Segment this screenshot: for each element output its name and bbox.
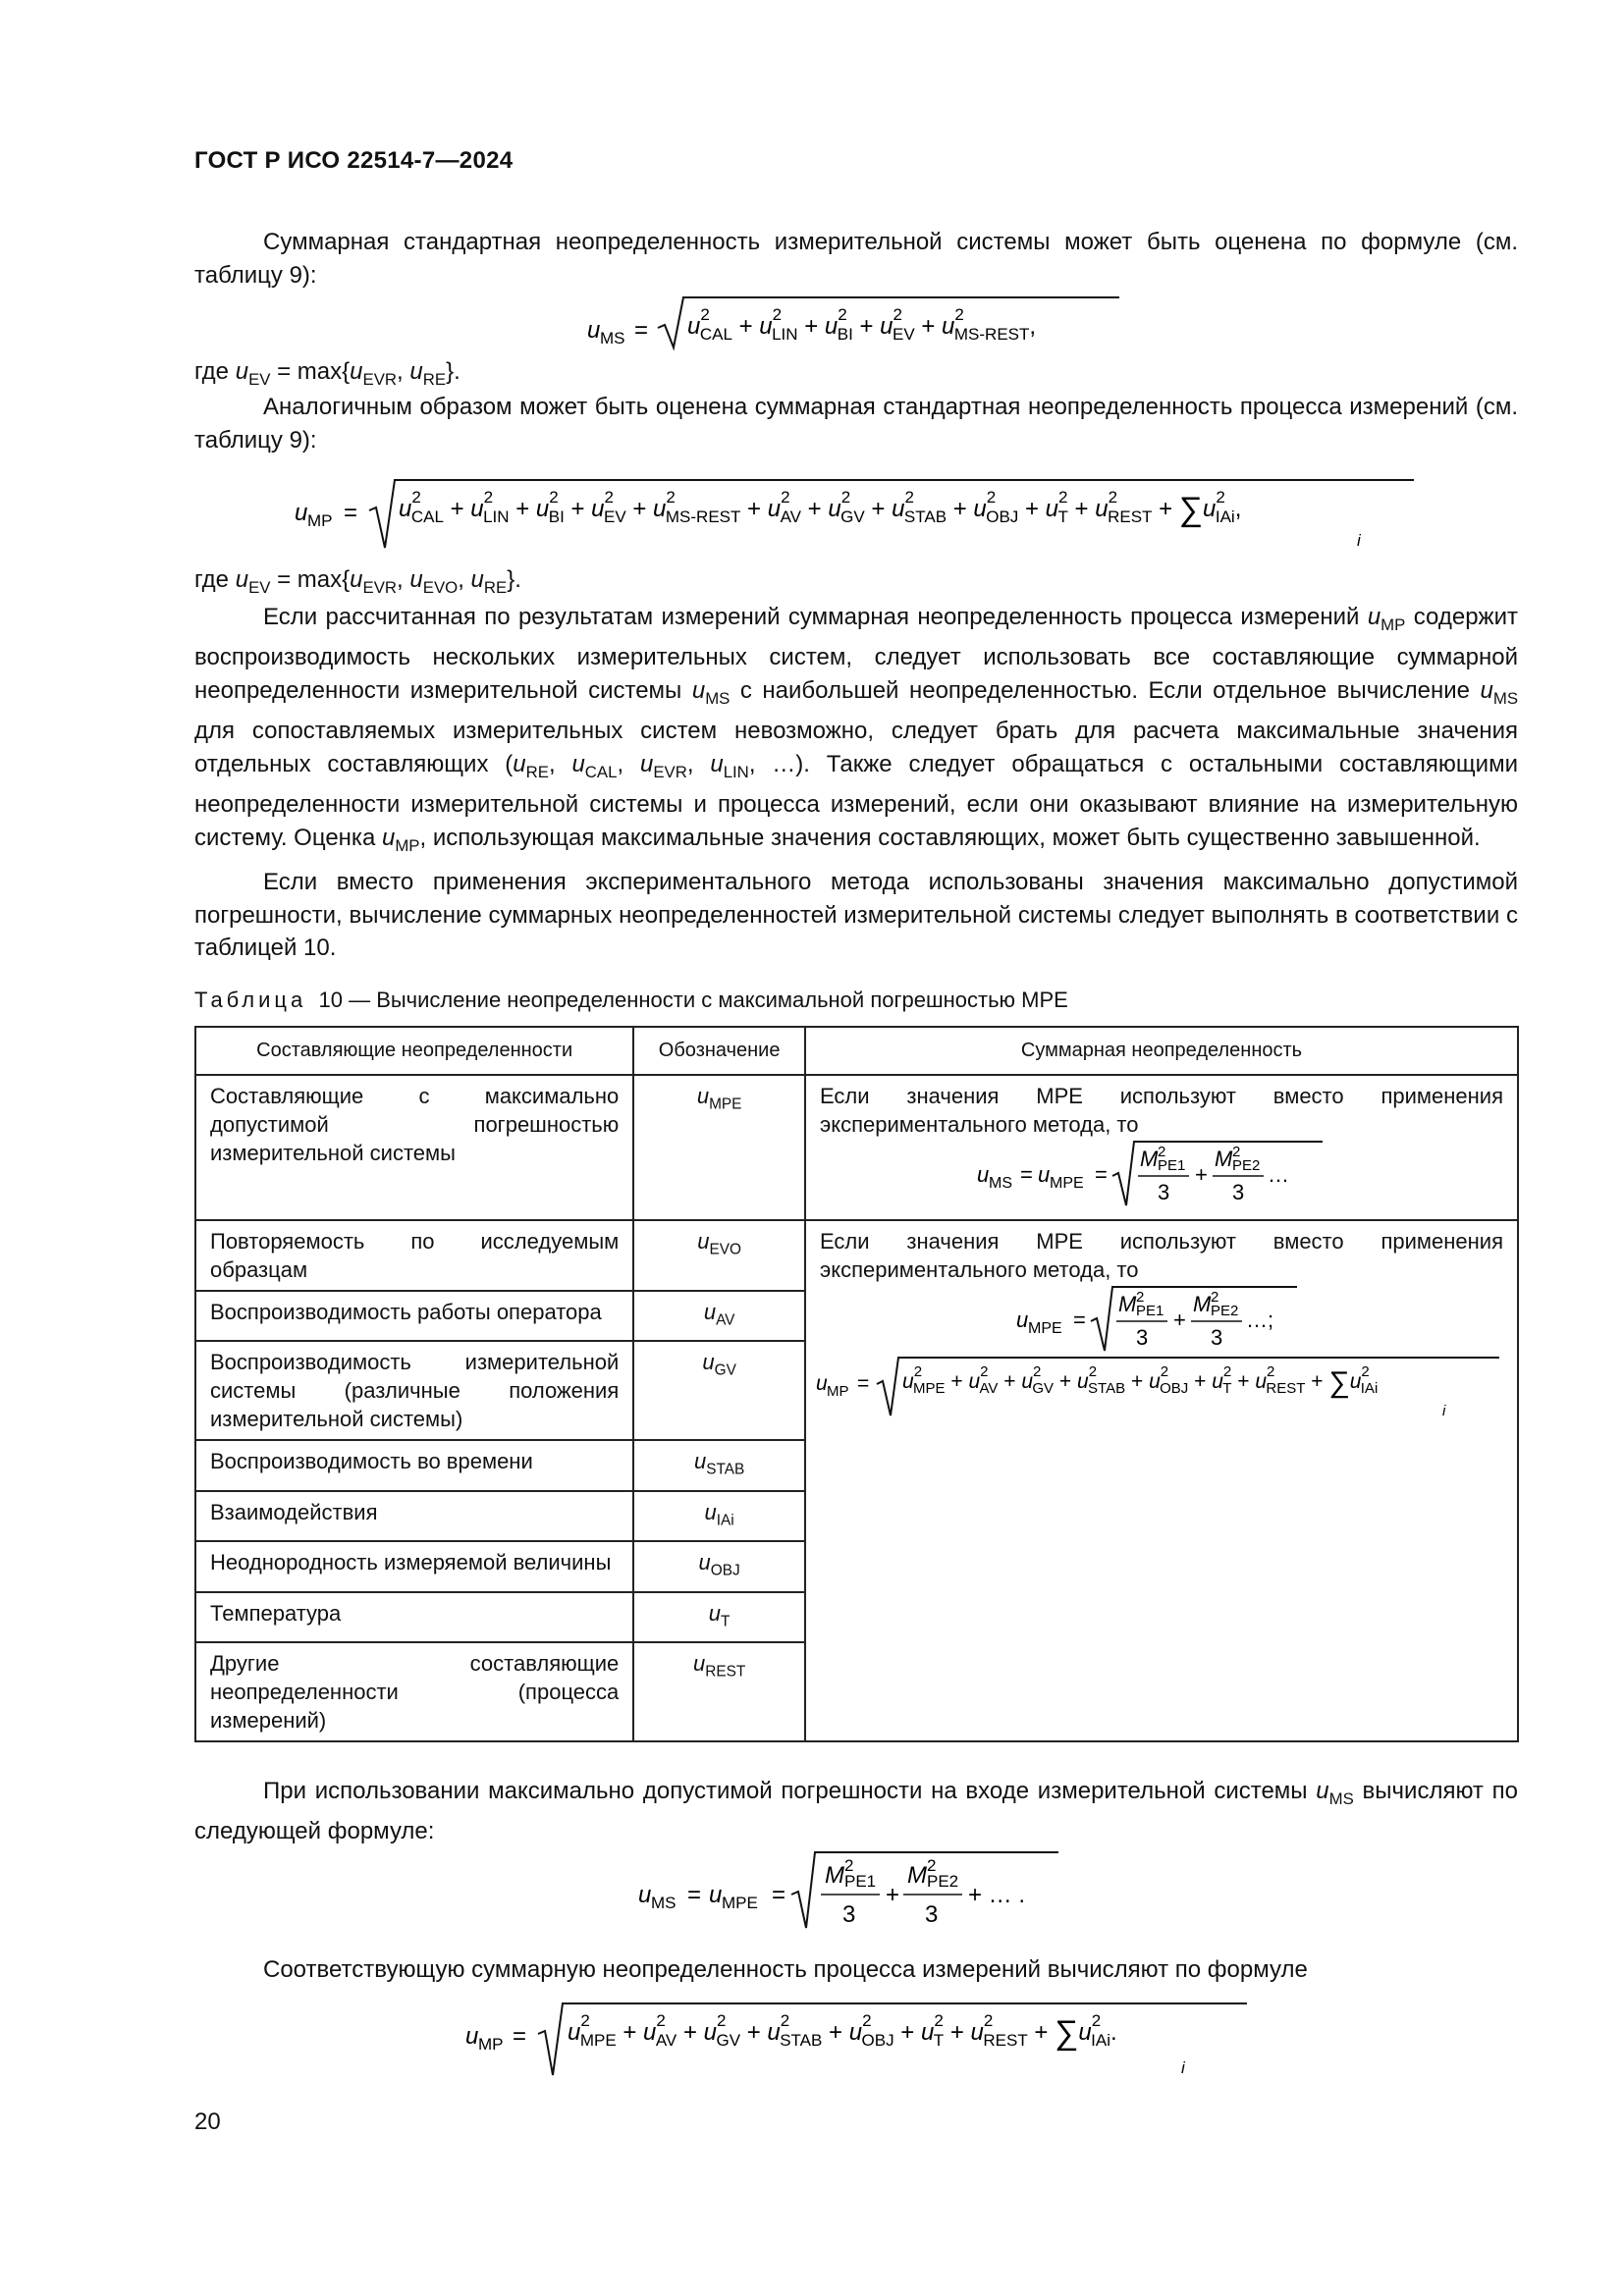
symbol-cell: $u_{REST}$: [633, 1642, 805, 1741]
svg-text:+: +: [1195, 1162, 1208, 1187]
svg-text:=: =: [1020, 1162, 1033, 1187]
svg-text:i: i: [1181, 2058, 1185, 2077]
svg-text:+ … .: + … .: [968, 1882, 1026, 1908]
equation-u-ms-mpe: [638, 1849, 1090, 1934]
svg-text:u: u: [1038, 1162, 1051, 1187]
component-cell: Составляющие с максимально допустимой погрешностью измерительной системы: [195, 1075, 633, 1220]
svg-text:…: …: [1268, 1162, 1289, 1187]
where-clause-1: где $u_{EV} = \max\{u_{EVR}$, $u_{RE}$}.: [194, 358, 460, 389]
paragraph-2: Аналогичным образом может быть оценена суммарная стандартная неопределенность процесса измерений (см. таблицу 9):: [194, 394, 1518, 454]
svg-text:=: =: [1095, 1162, 1108, 1187]
svg-text:MP: MP: [478, 2035, 504, 2054]
svg-text:2: 2: [1158, 1144, 1166, 1160]
paragraph-3: Если рассчитанная по результатам измерений суммарная неопределенность процесса измерений $u_{MP}$ содержит воспроизводимость нескольких измерительных систем, следует использовать все составляющие суммарной неопределенности измерительной системы $u_{MS}$ с наибольшей неопределенностью. Если отдельное вычисление $u_{MS}$ для сопоставляемых измерительных систем невозможно, следует брать для расчета максимальные значения отдельных составляющих ($u_{RE}$, $u_{CAL}$, $u_{EVR}$, $u_{LIN}$, …). Также следует обращаться с остальными составляющими неопределенности измерительной системы и процесса измерений, если они оказывают влияние на измерительную систему. Оценка $u_{MP}$, использующая максимальные значения составляющих, может быть существенно завышенной.: [194, 604, 1519, 855]
component-cell: Воспроизводимость измерительной системы (различные положения измерительной системы): [195, 1341, 633, 1440]
paragraph-1: Суммарная стандартная неопределенность измерительной системы может быть оценена по формуле (см. таблицу 9):: [194, 229, 1518, 289]
svg-text:=: =: [772, 1882, 786, 1908]
symbol-cell: $u_{IAi}$: [633, 1491, 805, 1541]
svg-text:PE1: PE1: [844, 1872, 877, 1891]
svg-text:=: =: [344, 500, 358, 526]
svg-text:3: 3: [1211, 1325, 1223, 1350]
svg-text:MS: MS: [651, 1894, 677, 1912]
svg-text:MP: MP: [307, 511, 333, 530]
formula-mpe-table: [1016, 1284, 1350, 1355]
svg-text:3: 3: [925, 1901, 939, 1928]
component-cell: Температура: [195, 1592, 633, 1642]
combined-text-1: Если значения МРЕ используют вместо применения экспериментального метода, то: [820, 1084, 1503, 1137]
svg-text:u: u: [709, 1882, 723, 1908]
svg-text:=: =: [1073, 1308, 1086, 1332]
svg-text:u: u: [295, 500, 308, 526]
component-cell: Воспроизводимость работы оператора: [195, 1291, 633, 1341]
table-caption: Таблица 10 — Вычисление неопределенности с максимальной погрешностью МРЕ: [194, 988, 1068, 1012]
table-10: [194, 1026, 1519, 1742]
svg-text:u: u: [638, 1882, 652, 1908]
svg-text:M: M: [1193, 1292, 1212, 1316]
svg-text:u: u: [977, 1162, 990, 1187]
paragraph-6: Соответствующую суммарную неопределенность процесса измерений вычисляют по формуле: [263, 1956, 1308, 1983]
component-cell: Взаимодействия: [195, 1491, 633, 1541]
svg-text:u: u: [816, 1372, 828, 1395]
svg-text:MPE: MPE: [1028, 1320, 1062, 1337]
svg-text:M: M: [1118, 1292, 1137, 1316]
svg-text:M: M: [1140, 1147, 1159, 1171]
svg-text:PE1: PE1: [1136, 1303, 1164, 1319]
component-cell: Неоднородность измеряемой величины: [195, 1541, 633, 1591]
svg-text:u2CAL + u2LIN + u2BI + u2EV +: $u^2$ CAL + $u^2$ LIN + $u^2$ BI + $u^2$ EV + $u^2$ MS-REST + $u^2$ AV + $u^2$ GV + $u^2$ STAB + $u^2$ OBJ + $u^2$ $T + u^2$ REST + $\sum u^2$ IAi,: [399, 488, 1242, 528]
equation-u-ms: [579, 293, 1129, 353]
table-header-row: [195, 1027, 1518, 1075]
document-code-header: ГОСТ Р ИСО 22514-7—2024: [194, 147, 514, 174]
svg-text:3: 3: [1136, 1325, 1149, 1350]
where-clause-2: где $u_{EV} = \max\{u_{EVR}$, $u_{EVO}$, $u_{RE}$}.: [194, 566, 521, 597]
svg-text:PE2: PE2: [927, 1872, 959, 1891]
paragraph-5: При использовании максимально допустимой погрешности на входе измерительной системы $u_{MS}$ вычисляют по следующей формуле:: [194, 1778, 1518, 1845]
svg-text:…;: …;: [1246, 1308, 1274, 1332]
svg-text:2: 2: [844, 1856, 854, 1875]
formula-ms-mpe-table: [977, 1139, 1330, 1209]
equation-u-mp: [285, 475, 1424, 560]
svg-text:3: 3: [842, 1901, 856, 1928]
svg-text:2: 2: [1232, 1144, 1241, 1160]
component-cell: Воспроизводимость во времени: [195, 1440, 633, 1490]
formula-mp-table: [816, 1355, 1503, 1429]
table-row: [195, 1075, 1518, 1220]
symbol-cell: $u_{EVO}$: [633, 1220, 805, 1291]
symbol-cell: $u_{GV}$: [633, 1341, 805, 1440]
header-components: Составляющие неопределенности: [195, 1027, 633, 1075]
combined-text-2: Если значения МРЕ используют вместо применения экспериментального метода, то: [820, 1229, 1503, 1282]
svg-text:3: 3: [1158, 1180, 1170, 1204]
symbol-cell: $u_T$: [633, 1592, 805, 1642]
svg-text:MS: MS: [600, 329, 625, 347]
svg-text:u: u: [1016, 1308, 1029, 1332]
svg-text:PE2: PE2: [1232, 1157, 1261, 1174]
svg-text:=: =: [513, 2023, 527, 2050]
combined-cell-2: [805, 1220, 1518, 1741]
combined-cell-1: [805, 1075, 1518, 1220]
svg-text:=: =: [634, 317, 649, 344]
svg-text:3: 3: [1232, 1180, 1245, 1204]
svg-text:PE2: PE2: [1211, 1303, 1239, 1319]
svg-text:+: +: [886, 1882, 900, 1908]
svg-text:2: 2: [1211, 1289, 1219, 1306]
svg-text:=: =: [857, 1372, 870, 1395]
header-symbol: Обозначение: [633, 1027, 805, 1075]
svg-text:u2CAL + u2LIN + u2BI + u2EV +: $u^2$ CAL + $u^2$ LIN + $u^2$ BI + $u^2$ EV + $u^2$ MS-REST,: [687, 305, 1037, 344]
svg-text:2: 2: [1136, 1289, 1145, 1306]
symbol-cell: $u_{STAB}$: [633, 1440, 805, 1490]
symbol-cell: $u_{MPE}$: [633, 1075, 805, 1220]
svg-text:i: i: [1357, 531, 1361, 550]
svg-text:MPE: MPE: [722, 1894, 758, 1912]
svg-text:PE1: PE1: [1158, 1157, 1186, 1174]
svg-text:u2MPE + u2AV + u2GV + u2STAB +: $u^2$ MPE + $u^2$ AV + $u^2$ GV + $u^2$ STAB + $u^2$ OBJ + $u^2$ $T + u^2$ REST + $\sum u^2$ IAi: [902, 1363, 1379, 1399]
svg-text:M: M: [1215, 1147, 1233, 1171]
svg-text:+: +: [1173, 1308, 1186, 1332]
svg-text:u2MPE + u2AV + u2GV + u2STAB +: $u^2$ MPE + $u^2$ AV + $u^2$ GV + $u^2$ STAB + $u^2$ OBJ + $u^2$ $T + u^2$ REST + $\sum u^2$ IAi.: [568, 2011, 1117, 2052]
component-cell: Повторяемость по исследуемым образцам: [195, 1220, 633, 1291]
symbol-cell: $u_{AV}$: [633, 1291, 805, 1341]
page-number: 20: [194, 2109, 221, 2135]
symbol-cell: $u_{OBJ}$: [633, 1541, 805, 1591]
svg-text:i: i: [1442, 1403, 1446, 1419]
svg-text:M: M: [825, 1862, 844, 1889]
paragraph-4: Если вместо применения экспериментального метода использованы значения максимально допустимой погрешности, вычисление суммарных неопределенностей измерительной системы следует выполнять в соответствии с таблицей 10.: [194, 869, 1518, 961]
svg-text:2: 2: [927, 1856, 937, 1875]
svg-text:u: u: [465, 2023, 479, 2050]
svg-text:=: =: [687, 1882, 702, 1908]
svg-text:MP: MP: [827, 1383, 849, 1400]
svg-text:u: u: [587, 317, 601, 344]
equation-u-mp-final: [461, 1999, 1276, 2083]
svg-text:MS: MS: [989, 1175, 1012, 1192]
header-combined: Суммарная неопределенность: [805, 1027, 1518, 1075]
table-row: [195, 1220, 1518, 1291]
svg-text:M: M: [907, 1862, 927, 1889]
component-cell: Другие составляющие неопределенности (процесса измерений): [195, 1642, 633, 1741]
svg-text:MPE: MPE: [1050, 1175, 1084, 1192]
